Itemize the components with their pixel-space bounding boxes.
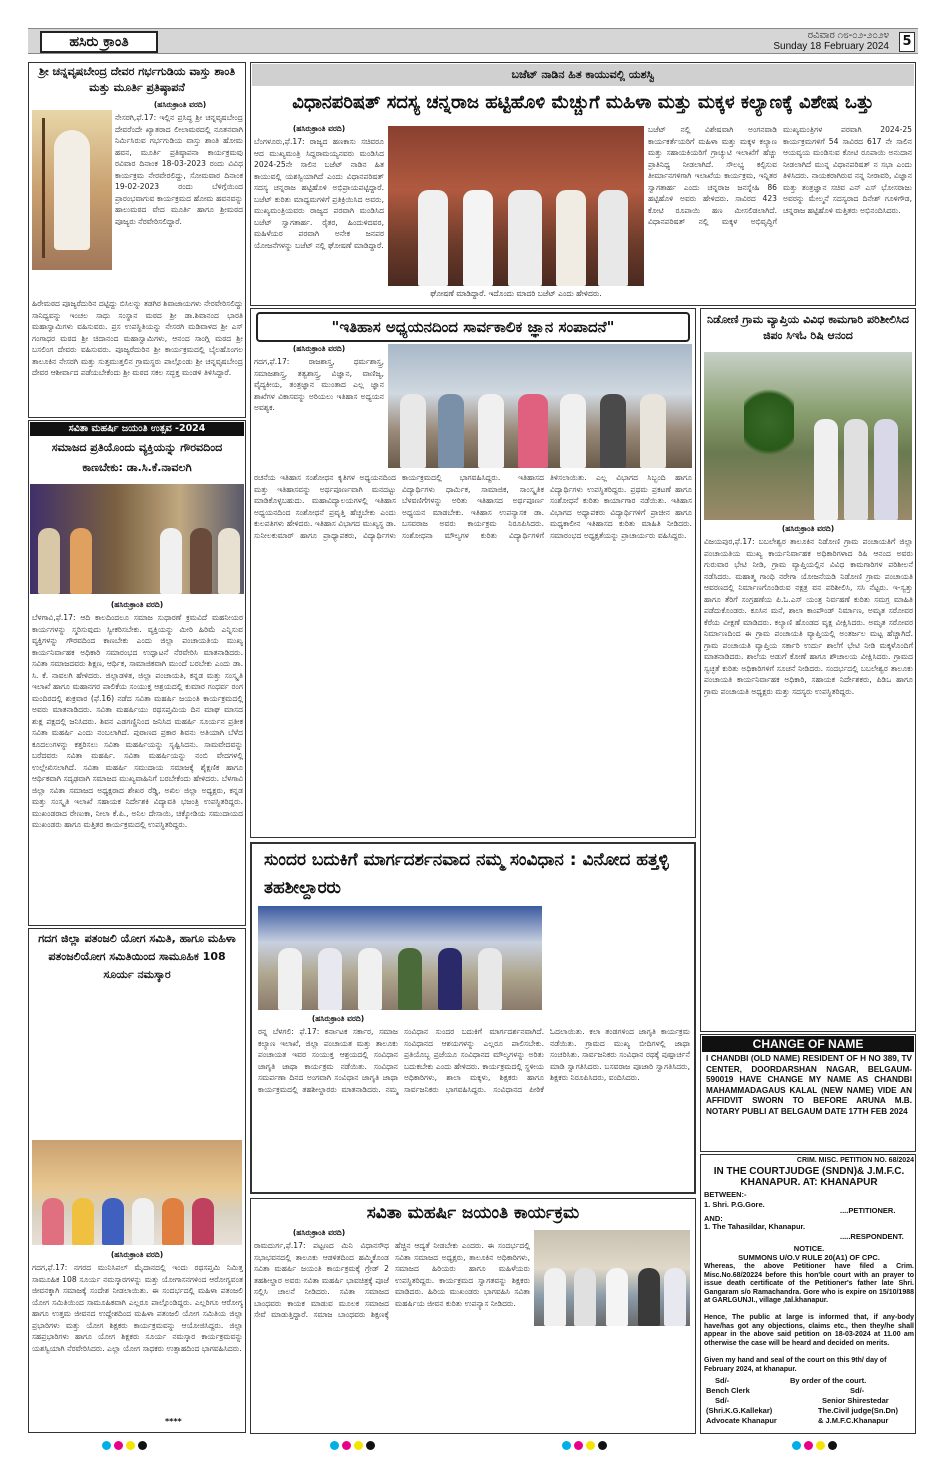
constitution-event-photo xyxy=(258,906,542,1010)
person-figure xyxy=(38,528,60,594)
person-figure xyxy=(102,1198,124,1245)
story-constitution-credit: (ಹಸಿರುಕ್ರಾಂತಿ ವರದಿ) xyxy=(311,1014,365,1023)
person-figure xyxy=(418,190,448,286)
story-savita-body: ಬೆಳಗಾವಿ,ಫೆ.17: ಆದಿ ಕಾಲದಿಂದಲೂ ಸಮಾಜ ಸುಧಾರಣೆ ಕ್ರಮವಿದೆ ಮಹನೀಯರ ಕಾರ್ಯಗಳನ್ನು ಸ್ಮರಿಸುವುದು ಸ್ವೀಕರಿಸಬೇಕು. ವ್ಯಕ್ತಿಯನ್ನು ಮೀರಿ ಹಿರಿಮೆ ಎನ್ನಿಸುವ ವ್ಯಕ್ತಿಗಳನ್ನು ಗೌರವದಿಂದ ಕಾಣಬೇಕು ಎಂದು ಜಿಲ್ಲಾ ಪಂಚಾಯತಿಯ ಮುಖ್ಯ ಕಾರ್ಯನಿರ್ವಾಹಕ ಅಧಿಕಾರಿ ಸಮಾರಂಭದ ಉದ್ಘಾಟನೆ ನೆರವೇರಿಸಿ ಮಾತನಾಡಿದರು. ಸವಿತಾ ಸಮಾಜದವರು ಶಿಕ್ಷಣ, ಆರ್ಥಿಕ, ಸಾಮಾಜಿಕವಾಗಿ ಮುಂದೆ ಬರಬೇಕು ಎಂದು ಡಾ. ಸಿ. ಕೆ. ನಾವಲಗಿ ಹೇಳಿದರು. ಜಿಲ್ಲಾಡಳಿತ, ಜಿಲ್ಲಾ ಪಂಚಾಯತಿ, ಕನ್ನಡ ಮತ್ತು ಸಂಸ್ಕೃತಿ ಇಲಾಖೆ ಹಾಗೂ ಮಹಾನಗರ ಪಾಲಿಕೆಯ ಸಂಯುಕ್ತ ಆಶ್ರಯದಲ್ಲಿ ಕುಮಾರ ಗಂಧರ್ವ ರಂಗ ಮಂದಿರದಲ್ಲಿ ಶುಕ್ರವಾರ (ಫೆ.16) ನಡೆದ ಸವಿತಾ ಮಹರ್ಷಿ ಜಯಂತಿ ಕಾರ್ಯಕ್ರಮದಲ್ಲಿ ಅವರು ಮಾತನಾಡಿದರು. ಸವಿತಾ ಮಹರ್ಷಿಯು ರಥಸಪ್ತಮಿಯ ದಿನ ಮಾಘ ಮಾಸದ ಶುಕ್ಲ ಪಕ್ಷದಲ್ಲಿ ಜನಿಸಿದರು. ಶಿವನ ಎಡಗಣ್ಣಿನಿಂದ ಜನಿಸಿದ ಮಹರ್ಷಿ ಸೂರ್ಯನ ಪ್ರತೀಕ ಸವಿತಾ ಮಹರ್ಷಿ ಎಂದು ನಂಬಲಾಗಿದೆ. ಪುರಾಣದ ಪ್ರಕಾರ ಶಿವನು ಅತಿಯಾಗಿ ಬೆಳೆದ ಕೂದಲುಗಳನ್ನು ಕತ್ತರಿಸಲು ಸವಿತಾ ಮಹರ್ಷಿಯನ್ನು ಸೃಷ್ಟಿಸಿದನು. ಸಾಮವೇದವನ್ನು ಬರೆದವರು ಸವಿತಾ ಮಹರ್ಷಿ. ಸವಿತಾ ಮಹರ್ಷಿಯನ್ನು ನಂಬಿ ವೇದಗಳಲ್ಲಿ ಉಲ್ಲೇಖಿಸಲಾಗಿದೆ. ಸವಿತಾ ಮಹರ್ಷಿ ಸಮುದಾಯ ಸಮಾಜಕ್ಕೆ ಶೈಕ್ಷಣಿಕ ಹಾಗೂ ಆರ್ಥಿಕವಾಗಿ ಸದೃಢವಾಗಿ ಸಮಾಜದ ಮುಖ್ಯವಾಹಿನಿಗೆ ಬರಬೇಕೆಂದು ಹೇಳಿದರು. ಬೆಳಗಾವಿ ಜಿಲ್ಲಾ ಸವಿತಾ ಸಮಾಜದ ಅಧ್ಯಕ್ಷರಾದ ಶೇಖರ ರೆಡ್ಡಿ, ಅಖಿಲ ಜಿಲ್ಲಾ ಅಧ್ಯಕ್ಷರು, ಕನ್ನಡ ಮತ್ತು ಸಂಸ್ಕೃತಿ ಇಲಾಖೆ ಸಹಾಯಕ ನಿರ್ದೇಶಕಿ ವಿದ್ಯಾವತಿ ಭಜಂತ್ರಿ ಉಪಸ್ಥಿತರಿದ್ದರು. ಮುಖಂಡರಾದ ರೇಣುಕಾ, ನೀಲಾ ಕೆ.ಪಿ., ಅನಿಲ ದೇಸಾಯಿ, ಚಿಕ್ಕೋಡಿಯ ಸಮುದಾಯದ ಮುಖಂಡರು ಹಾಗೂ ಮತ್ತಿತರ ಕಾರ್ಯಕ್ರಮದಲ್ಲಿ ಉಪಸ್ಥಿತರಿದ್ದರು. xyxy=(32,613,243,829)
person-figure xyxy=(190,528,212,594)
person-figure xyxy=(358,948,382,1010)
registration-marks xyxy=(102,1441,147,1451)
story-yoga-headline: ಗದಗ ಜಿಲ್ಲಾ ಪತಂಜಲಿ ಯೋಗ ಸಮಿತಿ, ಹಾಗೂ ಮಹಿಳಾ ಪತಂಜಲಿಯೋಗ ಸಮಿತಿಯಿಂದ ಸಾಮೂಹಿಕ 108 ಸೂರ್ಯ ನಮಸ್ಕಾರ xyxy=(38,932,236,981)
story-nidoni-headline: ನಿಡೋಣಿ ಗ್ರಾಮ ವ್ಯಾಪ್ತಿಯ ವಿವಿಧ ಕಾಮಗಾರಿ ಪರಿಶೀಲಿಸಿದ ಜಿಪಂ ಸಿಇಓ ರಿಷಿ ಆನಂದ xyxy=(707,313,909,342)
person-figure xyxy=(664,1268,686,1326)
story-history-dateline: ಗದಗ,ಫೆ.17: ರಾಜಶಾಸ್ತ್ರ, ಧರ್ಮಶಾಸ್ತ್ರ, ಸಮಾಜಶಾಸ್ತ್ರ, ತತ್ವಶಾಸ್ತ್ರ, ವಿಜ್ಞಾನ, ವಾಣಿಜ್ಯ, ವೈದ್ಯಕೀಯ, ತಂತ್ರಜ್ಞಾನ ಮುಂತಾದ ಎಲ್ಲ ಜ್ಞಾನ ಶಾಖೆಗಳ ವಿಕಾಸವನ್ನು ಅರಿಯಲು ಇತಿಹಾಸ ಅಧ್ಯಯನ ಅವಶ್ಯಕ. xyxy=(254,357,384,412)
court-petition-number: CRIM. MISC. PETITION NO. 68/2024 xyxy=(796,1157,914,1164)
person-figure xyxy=(574,1268,596,1326)
court-summons: SUMMONS U/O.V RULE 20(A1) OF CPC. xyxy=(738,1253,880,1262)
story-constitution-headline: ಸುಂದರ ಬದುಕಿಗೆ ಮಾರ್ಗದರ್ಶನವಾದ ನಮ್ಮ ಸಂವಿಧಾನ : ವಿನೋದ ಹತ್ತಳ್ಳಿ ತಹಶೀಲ್ದಾರರು xyxy=(264,850,669,898)
budget-photo xyxy=(388,126,644,286)
savita-event-photo xyxy=(30,484,244,594)
yoga-group-photo xyxy=(32,1140,242,1245)
person-figure xyxy=(544,1268,566,1326)
person-figure xyxy=(463,190,493,286)
registration-marks xyxy=(792,1441,837,1451)
story-budget-photo-caption: ಘೋಷಣೆ ಮಾಡಿದ್ದಾರೆ. ಇದೊಂದು ಮಾದರಿ ಬಜೆಟ್ ಎಂದು ಹೇಳಿದರು. xyxy=(430,289,602,298)
person-figure xyxy=(72,1198,94,1245)
person-figure xyxy=(518,394,548,468)
court-respondent: 1. The Tahasildar, Khanapur. xyxy=(704,1222,806,1231)
story-nidoni-body: ವಿಜಯಪುರ,ಫೆ.17: ಬಬಲೇಶ್ವರ ತಾಲೂಕಿನ ನಿಡೋಣಿ ಗ್ರಾಮ ಪಂಚಾಯತಿಗೆ ಜಿಲ್ಲಾ ಪಂಚಾಯತಿಯ ಮುಖ್ಯ ಕಾರ್ಯನಿರ್ವಾಹಕ ಅಧಿಕಾರಿಗಳಾದ ರಿಷಿ ಆನಂದ ಅವರು ಗುರುವಾರ ಭೇಟಿ ನೀಡಿ, ಗ್ರಾಮ ವ್ಯಾಪ್ತಿಯಲ್ಲಿನ ವಿವಿಧ ಕಾಮಗಾರಿಗಳ ಪರಿಶೀಲನೆ ನಡೆಸಿದರು. ಮಹಾತ್ಮ ಗಾಂಧಿ ನರೇಗಾ ಯೋಜನೆಯಡಿ ನಿಡೋಣಿ ಗ್ರಾಮ ಪಂಚಾಯತಿ ಆವರಣದಲ್ಲಿ ನಿರ್ಮಾಣಗೊಂಡಿರುವ ನಕ್ಷತ್ರ ವನ ಪರಿಶೀಲಿಸಿ, ಸಸಿ ನೆಟ್ಟರು. ಇ-ಸ್ವತ್ತು ಹಾಗೂ ತೆರಿಗೆ ಸಂಗ್ರಹಣೆಯ ಪಿ.ಓ.ಎಸ್ ಯಂತ್ರ ನಿರ್ವಹಣೆ ಕುರಿತು ಸಮಗ್ರ ಮಾಹಿತಿ ಪಡೆದುಕೊಂಡರು. ಕೂಸಿನ ಮನೆ, ಶಾಲಾ ಕಾಂಪೌಂಡ್ ನಿರ್ಮಾಣ, ಅಮೃತ ಸರೋವರ ಕೆರೆಯ ವೀಕ್ಷಣೆ ಮಾಡಿದರು. ಕಲ್ಯಾಣಿ ಹೊಂಡದ ವೃಕ್ಷ ವೀಕ್ಷಿಸಿದರು. ಅಮೃತ ಸರೋವರ ನಿರ್ಮಾಣದಿಂದ ಈ ಗ್ರಾಮ ಪಂಚಾಯತಿ ವ್ಯಾಪ್ತಿಯಲ್ಲಿ ಅಂತರ್ಜಲ ಮಟ್ಟ ಹೆಚ್ಚಾಗಿದೆ. ಗ್ರಾಮ ಪಂಚಾಯತಿ ವ್ಯಾಪ್ತಿಯ ಸರ್ಕಾರಿ ಉರ್ದು ಶಾಲೆಗೆ ಭೇಟಿ ನೀಡಿ ಮಕ್ಕಳೊಂದಿಗೆ ಮಾತನಾಡಿದರು. ಶಾಲೆಯ ಅಡುಗೆ ಕೋಣೆ ಹಾಗೂ ಶೌಚಾಲಯ ವೀಕ್ಷಿಸಿದರು. ಗ್ರಾಮದ ಸ್ವಚ್ಛತೆ ಕುರಿತು ಅಧಿಕಾರಿಗಳಿಗೆ ಸೂಚನೆ ನೀಡಿದರು. ಸಂದರ್ಭದಲ್ಲಿ ಬಬಲೇಶ್ವರ ತಾಲೂಕು ಪಂಚಾಯತಿ ಕಾರ್ಯನಿರ್ವಾಹಕ ಅಧಿಕಾರಿ, ಸಹಾಯಕ ನಿರ್ದೇಶಕರು, ಪಿಡಿಒ ಹಾಗೂ ಗ್ರಾಮ ಪಂಚಾಯತಿ ಅಧ್ಯಕ್ಷರು ಮತ್ತು ಸದಸ್ಯರು ಉಪಸ್ಥಿತರಿದ್ದರು. xyxy=(704,537,913,696)
court-civil-judge: The.Civil judge(Sn.Dn) xyxy=(818,1406,898,1415)
story-savita-credit: (ಹಸಿರುಕ್ರಾಂತಿ ವರದಿ) xyxy=(110,600,164,609)
story-temple-credit: (ಹಸಿರುಕ್ರಾಂತಿ ವರದಿ) xyxy=(153,100,207,109)
person-figure xyxy=(438,394,464,468)
person-figure xyxy=(478,948,502,1010)
story-yoga-end-mark: **** xyxy=(165,1417,182,1426)
story-savita-ramdurg-headline: ಸವಿತಾ ಮಹರ್ಷಿ ಜಯಂತಿ ಕಾರ್ಯಕ್ರಮ xyxy=(366,1203,580,1223)
court-body: Whereas, the above Petitioner have filed a Crim. Misc.No.68/20224 before this hon'ble court with an prayer to issue death certificate of the Petitioner's father late Shri. Gangaram s/o Ramachandra. Gore who is expire on 15/10/1988 at GARLGUNJI., village ,tal.khanapur. xyxy=(704,1263,914,1304)
change-of-name-text: I CHANDBI (OLD NAME) RESIDENT OF H NO 389, TV CENTER, DOORDARSHAN NAGAR, BELGAUM- 590019 HAVE CHANGE MY NAME AS CHANDBI MAHAMMADAGAUS KALAL (NEW NAME) VIDE AN AFFIDVIT SWORN TO BEFORE ARUNA M.B. NOTARY PUBLI AT BELGAUM DATE 17TH FEB 2024 xyxy=(706,1054,912,1116)
person-figure xyxy=(218,528,240,594)
court-body-2: Hence, The public at large is informed that, if any-body have/has got any objections, claims etc., then they/he shall appear in the above said petition on 18-03-2024 at 11.00 am otherwise the case will be heard and decided on merits. xyxy=(704,1314,914,1347)
court-between: BETWEEN:- xyxy=(704,1190,747,1199)
story-savita-ramdurg-body: ರಾಮದುರ್ಗ,ಫೆ.17: ಪಟ್ಟಣದ ಮಿನಿ ವಿಧಾನಸೌಧ ಸಭಾಭವನದಲ್ಲಿ ತಾಲೂಕು ಆಡಳಿತದಿಂದ ಹಮ್ಮಿಕೊಂಡ ಸವಿತಾ ಮಹರ್ಷಿ ಜಯಂತಿ ಕಾರ್ಯಕ್ರಮಕ್ಕೆ ಗ್ರೇಡ್ 2 ತಹಶೀಲ್ದಾರ ಅವರು ಸವಿತಾ ಮಹರ್ಷಿ ಭಾವಚಿತ್ರಕ್ಕೆ ಪೂಜೆ ಸಲ್ಲಿಸಿ ಚಾಲನೆ ನೀಡಿದರು. ಸವಿತಾ ಸಮಾಜದ ಬಾಂಧವರು ಕಾಯಕ ಮಾಡುವ ಮೂಲಕ ಸಮಾಜದ ಸೇವೆ ಮಾಡುತ್ತಿದ್ದಾರೆ. ಸಮಾಜ ಬಾಂಧವರು ಶಿಕ್ಷಣಕ್ಕೆ ಹೆಚ್ಚಿನ ಆದ್ಯತೆ ನೀಡಬೇಕು ಎಂದರು. ಈ ಸಂದರ್ಭದಲ್ಲಿ ಸವಿತಾ ಸಮಾಜದ ಅಧ್ಯಕ್ಷರು, ತಾಲೂಕಿನ ಅಧಿಕಾರಿಗಳು, ಸಮಾಜದ ಹಿರಿಯರು ಹಾಗೂ ಮಹಿಳೆಯರು ಉಪಸ್ಥಿತರಿದ್ದರು. ಕಾರ್ಯಕ್ರಮದ ಸ್ವಾಗತವನ್ನು ಶಿಕ್ಷಕರು ಮಾಡಿದರು. ಹಿರಿಯ ಮುಖಂಡರು ಭಾಗವಹಿಸಿ ಸವಿತಾ ಮಹರ್ಷಿಯ ಜೀವನ ಕುರಿತು ಉಪನ್ಯಾಸ ನೀಡಿದರು. xyxy=(254,1241,530,1319)
story-savita-headline: ಸಮಾಜದ ಪ್ರತಿಯೊಂದು ವ್ಯಕ್ತಿಯನ್ನು ಗೌರವದಿಂದ ಕಾಣಬೇಕು: ಡಾ.ಸಿ.ಕೆ.ನಾವಲಗಿ xyxy=(51,441,223,474)
court-petitioner-label: ....PETITIONER. xyxy=(840,1206,896,1215)
story-nidoni-credit: (ಹಸಿರುಕ್ರಾಂತಿ ವರದಿ) xyxy=(781,524,835,533)
saint-figure xyxy=(54,130,90,250)
person-figure xyxy=(70,528,92,594)
story-budget-kicker: ಬಜೆಟ್ ನಾಡಿನ ಹಿತ ಕಾಯುವಲ್ಲಿ ಯಶಸ್ವಿ xyxy=(252,64,914,86)
sapling-icon xyxy=(744,382,794,462)
person-figure xyxy=(132,1198,154,1245)
registration-marks xyxy=(330,1441,375,1451)
story-history-headline: "ಇತಿಹಾಸ ಅಧ್ಯಯನದಿಂದ ಸಾರ್ವಕಾಲಿಕ ಜ್ಞಾನ ಸಂಪಾದನೆ" xyxy=(256,312,690,342)
court-jmfc: & J.M.F.C.Khanapur xyxy=(818,1416,889,1425)
court-senior-shirestedar: Senior Shirestedar xyxy=(822,1396,889,1405)
person-figure xyxy=(598,190,628,286)
court-petitioner: 1. Shri. P.G.Gore. xyxy=(704,1200,765,1209)
page-number: 5 xyxy=(899,32,915,52)
nidoni-inspection-photo xyxy=(704,352,912,520)
court-kallekar: (Shri.K.G.Kallekar) xyxy=(706,1406,773,1415)
court-advocate: Advocate Khanapur xyxy=(706,1416,777,1425)
court-sd-2: Sd/- xyxy=(850,1386,865,1395)
story-savita-kicker: ಸವಿತಾ ಮಹರ್ಷಿ ಜಯಂತಿ ಉತ್ಸವ -2024 xyxy=(30,422,244,436)
story-budget-right-body: ಬಜೆಟ್ ನಲ್ಲಿ ವಿಶೇಷವಾಗಿ ಅಂಗನವಾಡಿ ಕಾರ್ಯಕರ್ತೆಯರಿಗೆ ಮಹಿಳಾ ಮತ್ತು ಮಕ್ಕಳ ಕಲ್ಯಾಣ ಮತ್ತು ಸಹಾಯಕಿಯರಿಗೆ ಗ್ರಾಚ್ಯುಟಿ ಇಲಾಖೆಗೆ ಹೆಚ್ಚು ಪ್ರಾತಿನಿಧ್ಯ ನೀಡಲಾಗಿದೆ. ಸೌಲಭ್ಯ ಕಲ್ಪಿಸುವ ತೀರ್ಮಾನಗಳಿಗಾಗಿ ಇಲಾಖೆಯ ಕಾರ್ಯಕ್ರಮ, ಇನ್ನಿತರ ಸ್ವಾಗತಾರ್ಹ ಎಂದು ಚನ್ನರಾಜ ಜನಸ್ನೇಹಿ 86 ಹಟ್ಟಿಹೊಳಿ ಅವರು ಹೇಳಿದರು. ಸಾವಿರದ 423 ಕೋಟಿ ರೂಪಾಯಿ ಹಣ ಮೀಸಲಿಡಲಾಗಿದೆ. ವಿಧಾನಪರಿಷತ್ ನಲ್ಲಿ ಮಕ್ಕಳ ಅಭಿವೃದ್ಧಿಗೆ ಮುಖ್ಯಮಂತ್ರಿಗಳ ಪರವಾಗಿ 2024-25 ಕಾರ್ಯಕ್ರಮಗಳಿಗೆ 54 ಸಾವಿರದ 617 ನೇ ಸಾಲಿನ ಆಯವ್ಯಯ ಮಂಡಿಸುವ ಕೋಟಿ ರೂಪಾಯಿ ಅನುದಾನ ನೀಡಲಾಗಿದೆ ಮುನ್ನ ವಿಧಾನಪರಿಷತ್ ನ ಸಭಾ ಎಂದು ತಿಳಿಸಿದರು. ನಾಯಕರಾಗಿರುವ ನನ್ನ ನೀರಾವರಿ, ವಿಜ್ಞಾನ ಮತ್ತು ತಂತ್ರಜ್ಞಾನ ಸಚಿವ ಎನ್ ಎಸ್ ಭೋಸರಾಜು ಅವರನ್ನು ಮೇಲ್ಮನೆ ಸದಸ್ಯರಾದ ದಿನೇಶ್ ಗೂಳಿಗೌಡ, ಚನ್ನರಾಜ ಹಟ್ಟಿಹೊಳಿ ಮತ್ತಿತರು ಅಭಿನಂದಿಸಿದರು. xyxy=(648,125,912,226)
story-temple-dateline: ನೇಸರಗಿ,ಫೆ.17: ಇಲ್ಲಿನ ಪ್ರಸಿದ್ಧ ಶ್ರೀ ಚನ್ನವೃಷಬೇಂದ್ರ ದೇವರೆಂದೇ ಖ್ಯಾತರಾದ ಲೀಲಾಮಠದಲ್ಲಿ ನೂತನವಾಗಿ ನಿರ್ಮಿಸಿರುವ ಗರ್ಭಗುಡಿಯ ವಾಸ್ತು ಶಾಂತಿ ಹೋಮ ಹವನ, ಮೂರ್ತಿ ಪ್ರತಿಷ್ಠಾಪನಾ ಕಾರ್ಯಕ್ರಮವು ರವಿವಾರ ದಿನಾಂಕ 18-03-2023 ರಂದು ವಿವಿಧ ಕಾರ್ಯಕ್ರಮ ನೇರವೇರಲಿದ್ದು, ಸೋಮವಾರ ದಿನಾಂಕ 19-02-2023 ರಂದು ಬೆಳಿಗ್ಗೆಯಿಂದ ಪ್ರಾರಂಭವಾಗುವ ಕಾರ್ಯಕ್ರಮದ ಹೋಮ ಹವನವನ್ನು ಹಾಲುಮಠದ ವೇದ ಮೂರ್ತಿ ಹಾಗೂ ಶ್ರೀಮಠದ ಪೂಜ್ಯರು ನೆರವೇರಿಸಲಿದ್ದಾರೆ. xyxy=(115,113,243,226)
person-figure xyxy=(400,394,426,468)
court-order: By order of the court. xyxy=(790,1376,867,1385)
court-and: AND: xyxy=(704,1214,723,1223)
court-respondent-label: .....RESPONDENT. xyxy=(840,1232,904,1241)
story-savita-ramdurg-credit: (ಹಸಿರುಕ್ರಾಂತಿ ವರದಿ) xyxy=(292,1228,346,1237)
person-figure xyxy=(606,1268,628,1326)
court-bench-clerk: Bench Clerk xyxy=(706,1386,750,1395)
masthead-date xyxy=(773,30,889,52)
person-figure xyxy=(556,190,586,286)
story-history-credit: (ಹಸಿರುಕ್ರಾಂತಿ ವರದಿ) xyxy=(292,344,346,353)
temple-photo xyxy=(32,110,112,270)
story-yoga-body: ಗದಗ,ಫೆ.17: ನಗರದ ಮುನಿಸಿಪಲ್ ಮೈದಾನದಲ್ಲಿ ಇಂದು ರಥಸಪ್ತಮಿ ನಿಮಿತ್ತ ಸಾಮೂಹಿಕ 108 ಸೂರ್ಯ ನಮಸ್ಕಾರಗಳನ್ನು ಮತ್ತು ಯೋಗಾಸನಗಳಿಂದ ಆರೋಗ್ಯವಂತ ಜೀವನಕ್ಕಾಗಿ ಸಮಾಜಕ್ಕೆ ಸಂದೇಶ ನೀಡಲಾಯಿತು. ಈ ಸಂದರ್ಭದಲ್ಲಿ ಮಹಿಳಾ ಪತಂಜಲಿ ಯೋಗ ಸಮಿತಿಯಿಂದ ಸಾಮೂಹಿಕವಾಗಿ ಎಲ್ಲರೂ ಪಾಲ್ಗೊಂಡಿದ್ದರು. ಎಲ್ಲರಿಗೂ ಆರೋಗ್ಯ ಹಾಗೂ ಉತ್ತಮ ಜೀವನದ ಉದ್ದೇಶದಿಂದ ಮಹಿಳಾ ಪತಂಜಲಿ ಯೋಗ ಸಮಿತಿಯ ಜಿಲ್ಲಾ ಪ್ರಭಾರಿಗಳು ಮತ್ತು ಯೋಗ ಶಿಕ್ಷಕರು ಕಾರ್ಯಕ್ರಮವನ್ನು ಆಯೋಜಿಸಿದ್ದರು. ಜಿಲ್ಲಾ ಸಹಪ್ರಭಾರಿಗಳು ಹಾಗೂ ಯೋಗ ಶಿಕ್ಷಕರು ಸೂರ್ಯ ನಮಸ್ಕಾರ ಕಾರ್ಯಕ್ರಮವನ್ನು ಯಶಸ್ವಿಯಾಗಿ ನೆರವೇರಿಸಿದರು. ಎಲ್ಲಾ ಯೋಗ ಸಾಧಕರು ಉತ್ಸಾಹದಿಂದ ಭಾಗವಹಿಸಿದರು. xyxy=(32,1263,243,1353)
person-figure xyxy=(814,419,838,520)
person-figure xyxy=(478,394,504,468)
change-of-name-heading: CHANGE OF NAME xyxy=(702,1036,914,1052)
story-history-body: ರಚನೆಯ ಇತಿಹಾಸ ಸಂಶೋಧನ ಕೃತಿಗಳ ಅಧ್ಯಯನದಿಂದ ಮತ್ತು ಇತಿಹಾಸವನ್ನು ಅರ್ಥಪೂರ್ಣವಾಗಿ ಮನದಟ್ಟು ಮಾಡಿಕೊಳ್ಳಬಹುದು. ಮಹಾವಿದ್ಯಾಲಯಗಳಲ್ಲಿ ಇತಿಹಾಸ ಅಧ್ಯಯನದಿಂದ ಸಂಶೋಧನೆ ಪ್ರವೃತ್ತಿ ಹೆಚ್ಚಬೇಕು ಎಂದು ಕುಲಪತಿಗಳು ಹೇಳಿದರು. ಇತಿಹಾಸ ವಿಭಾಗದ ಮುಖ್ಯಸ್ಥ ಡಾ. ಸುನೀಲಕುಮಾರ್ ಹಾಗೂ ಪ್ರಾಧ್ಯಾಪಕರು, ವಿದ್ಯಾರ್ಥಿಗಳು ಕಾರ್ಯಕ್ರಮದಲ್ಲಿ ಭಾಗವಹಿಸಿದ್ದರು. ಇತಿಹಾಸದ ವಿದ್ಯಾರ್ಥಿಗಳು ಧಾರ್ಮಿಕ, ಸಾಮಾಜಿಕ, ಸಾಂಸ್ಕೃತಿಕ ಬೆಳವಣಿಗೆಗಳನ್ನು ಅರಿತು ಇತಿಹಾಸದ ಅರ್ಥಪೂರ್ಣ ಅಧ್ಯಯನ ಮಾಡಬೇಕು. ಇತಿಹಾಸ ಉಪನ್ಯಾಸಕ ಡಾ. ಬಸವರಾಜ ಅವರು ಕಾರ್ಯಕ್ರಮ ನಿರೂಪಿಸಿದರು. ಸಂಶೋಧನಾ ಮೌಲ್ಯಗಳ ಕುರಿತು ವಿದ್ಯಾರ್ಥಿಗಳಿಗೆ ತಿಳಿಸಲಾಯಿತು. ಎಲ್ಲ ವಿಭಾಗದ ಸಿಬ್ಬಂದಿ ಹಾಗೂ ವಿದ್ಯಾರ್ಥಿಗಳು ಉಪಸ್ಥಿತರಿದ್ದರು. ಪ್ರಥಮ ಪ್ರಕಟಣೆ ಹಾಗೂ ಸಂಶೋಧನೆ ಕುರಿತು ಕಾರ್ಯಾಗಾರ ನಡೆಯಿತು. ಇತಿಹಾಸ ವಿಭಾಗದ ಅಧ್ಯಾಪಕರು ವಿದ್ಯಾರ್ಥಿಗಳಿಗೆ ಪ್ರಾಚೀನ ಹಾಗೂ ಮಧ್ಯಕಾಲೀನ ಇತಿಹಾಸದ ಕುರಿತು ಮಾಹಿತಿ ನೀಡಿದರು. ಸಮಾರಂಭದ ಅಧ್ಯಕ್ಷತೆಯನ್ನು ಪ್ರಾಚಾರ್ಯರು ವಹಿಸಿದ್ದರು. xyxy=(254,473,692,540)
court-sd-3: Sd/- xyxy=(715,1396,730,1405)
registration-marks xyxy=(562,1441,607,1451)
person-figure xyxy=(844,419,868,520)
savita-ramdurg-photo xyxy=(534,1230,690,1326)
person-figure xyxy=(278,948,302,1010)
newspaper-name: ಹಸಿರು ಕ್ರಾಂತಿ xyxy=(40,31,158,53)
person-figure xyxy=(162,1198,184,1245)
court-body-3: Given my hand and seal of the court on this 9th/ day of February 2024, at khanapur. xyxy=(704,1357,887,1373)
person-figure xyxy=(42,1198,64,1245)
story-budget-left-body: ಬೆಂಗಳೂರು,ಫೆ.17: ರಾಜ್ಯದ ಹಣಕಾಸು ಸಚಿವರೂ ಆದ ಮುಖ್ಯಮಂತ್ರಿ ಸಿದ್ದರಾಮಯ್ಯನವರು ಮಂಡಿಸಿದ 2024-25ನೇ ಸಾಲಿನ ಬಜೆಟ್ ನಾಡಿನ ಹಿತ ಕಾಯುವಲ್ಲಿ ಯಶಸ್ವಿಯಾಗಿದೆ ಎಂದು ವಿಧಾನಪರಿಷತ್ ಸದಸ್ಯ ಚನ್ನರಾಜ ಹಟ್ಟಿಹೊಳಿ ಅಭಿಪ್ರಾಯಪಟ್ಟಿದ್ದಾರೆ. ಬಜೆಟ್ ಕುರಿತು ಮಾಧ್ಯಮಗಳಿಗೆ ಪ್ರತಿಕ್ರಿಯಿಸಿದ ಅವರು, ಮುಖ್ಯಮಂತ್ರಿಯವರು ರಾಜ್ಯದ ಪರವಾಗಿ ಮಂಡಿಸಿದ ಬಜೆಟ್ ಸ್ವಾಗತಾರ್ಹ. ರೈತರ, ಹಿಂದುಳಿದವರ, ಮಹಿಳೆಯರ ಪರವಾಗಿ ಅನೇಕ ಜನಪರ ಯೋಜನೆಗಳನ್ನು ಬಜೆಟ್ ನಲ್ಲಿ ಘೋಷಣೆ ಮಾಡಿದ್ದಾರೆ. xyxy=(254,137,384,250)
story-yoga-credit: (ಹಸಿರುಕ್ರಾಂತಿ ವರದಿ) xyxy=(110,1250,164,1259)
story-temple-headline: ಶ್ರೀ ಚನ್ನವೃಷಬೇಂದ್ರ ದೇವರ ಗರ್ಭಗುಡಿಯ ವಾಸ್ತು ಶಾಂತಿ ಮತ್ತು ಮೂರ್ತಿ ಪ್ರತಿಷ್ಠಾಪನೆ xyxy=(38,65,236,94)
trident-icon xyxy=(42,118,45,258)
story-constitution-body: ರನ್ನ ಬೆಳಗಲಿ: ಫೆ.17: ಕರ್ನಾಟಕ ಸರ್ಕಾರ, ಸಮಾಜ ಕಲ್ಯಾಣ ಇಲಾಖೆ, ಜಿಲ್ಲಾ ಪಂಚಾಯತ ಮತ್ತು ತಾಲೂಕು ಪಂಚಾಯತ ಇವರ ಸಂಯುಕ್ತ ಆಶ್ರಯದಲ್ಲಿ ಸಂವಿಧಾನ ಜಾಗೃತಿ ಜಾಥಾ ಕಾರ್ಯಕ್ರಮ ನಡೆಯಿತು. ಸಂವಿಧಾನ ಸಮರ್ಪಣಾ ದಿನದ ಅಂಗವಾಗಿ ಸಂವಿಧಾನ ಜಾಗೃತಿ ಜಾಥಾ ಕಾರ್ಯಕ್ರಮದಲ್ಲಿ ತಹಶೀಲ್ದಾರರು ಮಾತನಾಡಿದರು. ನಮ್ಮ ಸಂವಿಧಾನ ಸುಂದರ ಬದುಕಿಗೆ ಮಾರ್ಗದರ್ಶನವಾಗಿದೆ. ಸಂವಿಧಾನದ ಆಶಯಗಳನ್ನು ಎಲ್ಲರೂ ಪಾಲಿಸಬೇಕು. ಪ್ರತಿಯೊಬ್ಬ ಪ್ರಜೆಯೂ ಸಂವಿಧಾನದ ಮೌಲ್ಯಗಳನ್ನು ಅರಿತು ಬದುಕಬೇಕು ಎಂದು ಹೇಳಿದರು. ಕಾರ್ಯಕ್ರಮದಲ್ಲಿ ಸ್ಥಳೀಯ ಅಧಿಕಾರಿಗಳು, ಶಾಲಾ ಮಕ್ಕಳು, ಶಿಕ್ಷಕರು ಹಾಗೂ ಸಾರ್ವಜನಿಕರು ಭಾಗವಹಿಸಿದ್ದರು. ಸಂವಿಧಾನದ ಪೀಠಿಕೆ ಓದಲಾಯಿತು. ಕಲಾ ತಂಡಗಳಿಂದ ಜಾಗೃತಿ ಕಾರ್ಯಕ್ರಮ ನಡೆಯಿತು. ಗ್ರಾಮದ ಮುಖ್ಯ ಬೀದಿಗಳಲ್ಲಿ ಜಾಥಾ ಸಂಚರಿಸಿತು. ಸಾರ್ವಜನಿಕರು ಸಂವಿಧಾನ ರಥಕ್ಕೆ ಪುಷ್ಪಾರ್ಚನೆ ಮಾಡಿ ಸ್ವಾಗತಿಸಿದರು. ಬಸವರಾಜ ಪೂಜಾರಿ ಸ್ವಾಗತಿಸಿದರು, ಶಿಕ್ಷಕರು ನಿರೂಪಿಸಿದರು, ವಂದಿಸಿದರು. xyxy=(258,1027,690,1094)
person-figure xyxy=(508,190,542,286)
story-budget-headline: ವಿಧಾನಪರಿಷತ್ ಸದಸ್ಯ ಚನ್ನರಾಜ ಹಟ್ಟಿಹೊಳಿ ಮೆಚ್ಚುಗೆ ಮಹಿಳಾ ಮತ್ತು ಮಕ್ಕಳ ಕಲ್ಯಾಣಕ್ಕೆ ವಿಶೇಷ ಒತ್ತು xyxy=(292,92,874,113)
story-budget-credit: (ಹಸಿರುಕ್ರಾಂತಿ ವರದಿ) xyxy=(292,124,346,133)
person-figure xyxy=(192,1198,214,1245)
person-figure xyxy=(438,948,462,1010)
court-name: IN THE COURTJUDGE (SNDN)& J.M.F.C. KHANAPUR. AT: KHANAPUR xyxy=(713,1166,905,1188)
court-sd-1: Sd/- xyxy=(715,1376,730,1385)
person-figure xyxy=(160,528,182,594)
person-figure xyxy=(874,419,898,520)
date-kannada: ರವಿವಾರ ೧೮-೦೨-೨೦೨೪ xyxy=(807,30,889,41)
history-event-photo xyxy=(388,344,692,468)
person-figure xyxy=(640,394,666,468)
person-figure xyxy=(600,394,626,468)
story-temple-body: ಹಿರೇಮಠದ ಪೂಜ್ಯರೆದುರಿನ ದಟ್ಟಿದ್ದು ಬಿಸಿಲನ್ನು ತಡಗಿರ ಶಿವಾಜಾಯಗಳು ನೇರವೇರಿಸಲಿದ್ದು ಸಾನಿಧ್ಯವನ್ನು ಇಂಚಲ ಸಾಧು ಸಂಸ್ಥಾನ ಮಠದ ಶ್ರೀ ಡಾ.ಶಿವಾನಂದ ಭಾರತಿ ಮಹಾಸ್ವಾಮಿಗಳು ವಹಿಸುವರು. ಪ್ರಸ ಉಪಸ್ಥಿತಿಯನ್ನು ನೇಸರಗಿ ಮಡಿವಾಳದ ಶ್ರೀ ಎಸ್ ಗಂಗಾಧರ ಮಠದ ಶ್ರೀ ಚಿದಾನಂದ ಮಹಾಸ್ವಾಮಿಗಳು, ಆನಂದ ಸಾಂಗ್ಲಿ ಮಠದ ಶ್ರೀ ಬಸಲಿಂಗ ದೇವರು ವಹಿಸುವರು. ಪೂಜ್ಯರೆದುರಿನ ಶ್ರೀ ಕಾರ್ಯಕ್ರಮದಲ್ಲಿ ಬೈಲಹೊಂಗಲ ತಾಲೂಕಿನ ನೇಸರಗಿ ಮತ್ತು ಸುತ್ತಮುತ್ತಲಿನ ಗ್ರಾಮಸ್ಥರು ಪಾಲ್ಗೊಂಡು ಶ್ರೀ ಚನ್ನವೃಷಬೇಂದ್ರ ದೇವರ ಆಶೀರ್ವಾದ ಪಡೆಯಬೇಕೆಂದು ಶ್ರೀ ಮಠದ ಸಕಲ ಸದ್ಭಕ್ತ ಮಂಡಳಿ ತಿಳಿಸಿದ್ದಾರೆ. xyxy=(32,299,243,377)
person-figure xyxy=(638,1268,660,1326)
person-figure xyxy=(560,394,586,468)
person-figure xyxy=(318,948,342,1010)
person-figure xyxy=(398,948,422,1010)
court-notice-title: NOTICE. xyxy=(793,1244,825,1253)
date-english: Sunday 18 February 2024 xyxy=(773,41,889,52)
